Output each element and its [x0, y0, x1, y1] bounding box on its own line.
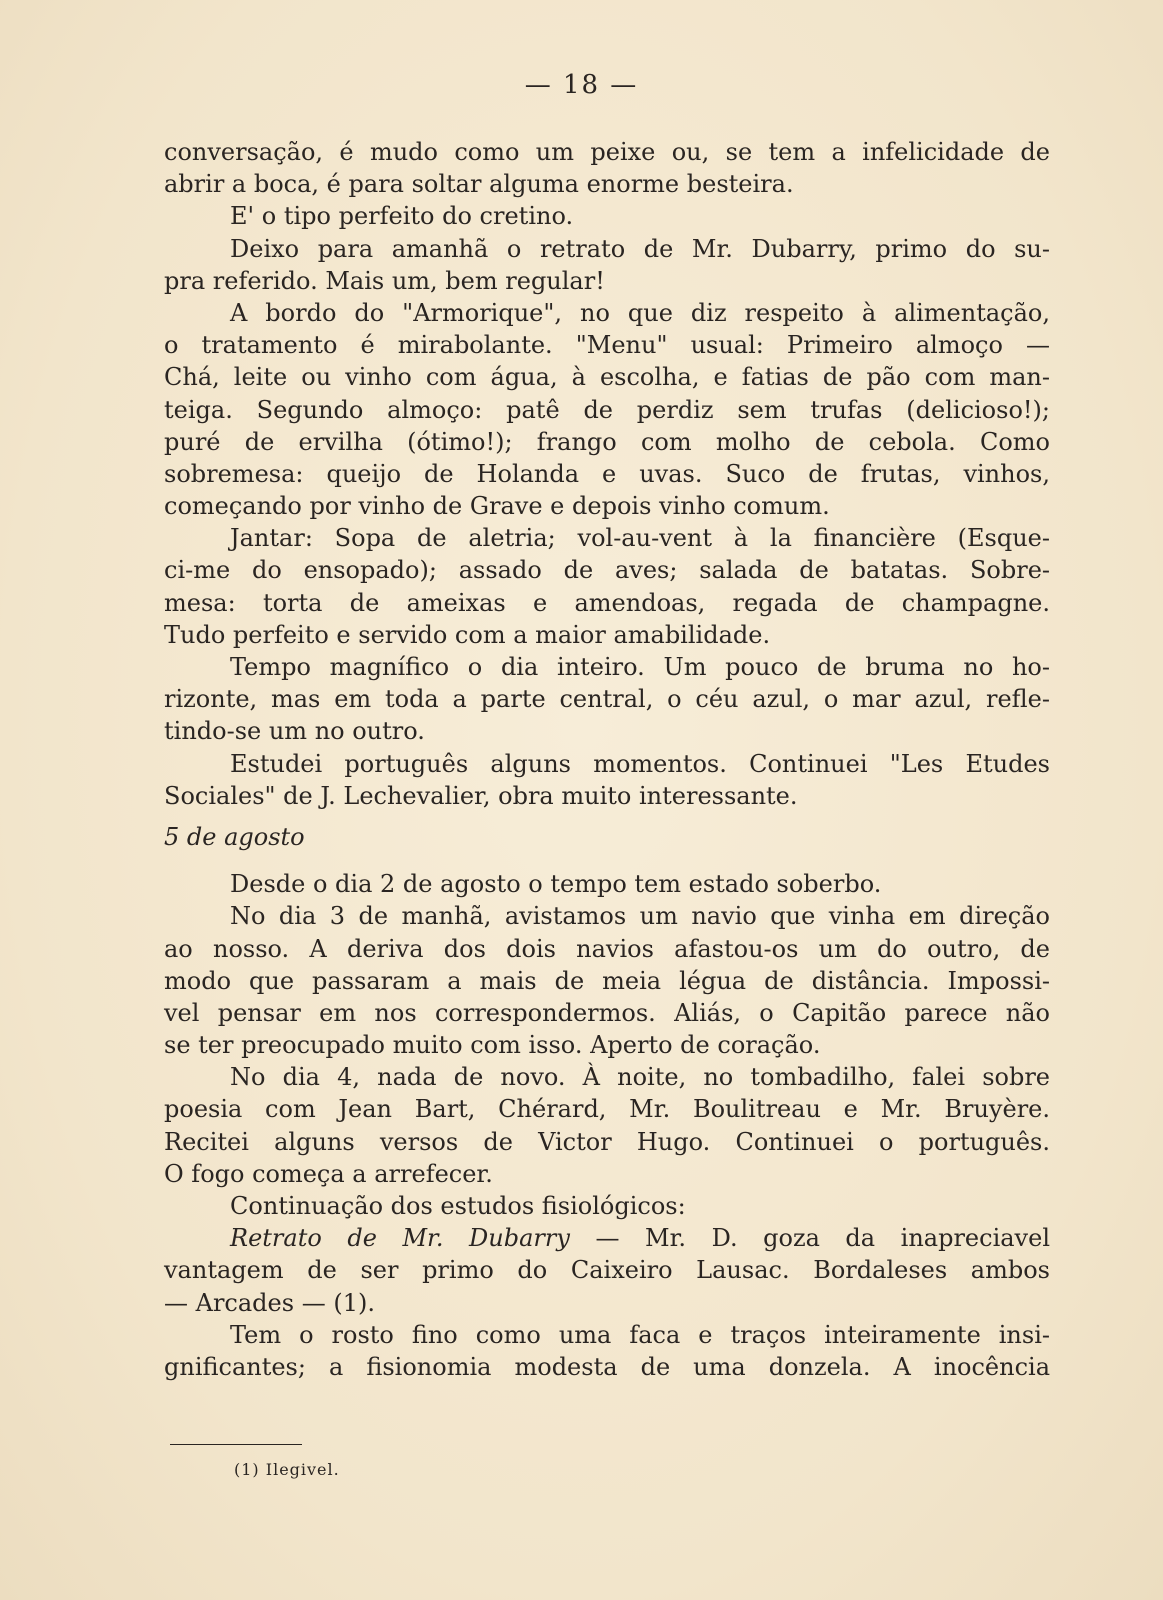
text-line: Tempo magnífico o dia inteiro. Um pouco de bruma no ho-: [230, 653, 1050, 681]
text-line: [164, 1222, 1050, 1254]
text-line: mesa: torta de ameixas e amendoas, regada de champagne.: [164, 588, 1050, 617]
text-line: vel pensar em nos correspondermos. Aliás, o Capitão parece não: [164, 998, 1050, 1027]
section-heading: 5 de agosto: [164, 822, 305, 851]
text-line: ao nosso. A deriva dos dois navios afastou-os um do outro, de: [164, 934, 1050, 963]
text-line: gnificantes; a fisionomia modesta de uma donzela. A inocência: [164, 1352, 1050, 1381]
text-line: Tem o rosto fino como uma faca e traços inteiramente insi-: [230, 1320, 1050, 1349]
text-line: — Arcades — (1).: [164, 1288, 375, 1317]
text-line: Recitei alguns versos de Victor Hugo. Continuei o português.: [164, 1127, 1050, 1156]
text-line: modo que passaram a mais de meia légua de distância. Impossi-: [164, 966, 1050, 995]
page-number: — 18 —: [524, 70, 639, 100]
text-line: pra referido. Mais um, bem regular!: [164, 266, 605, 295]
text-line: rizonte, mas em toda a parte central, o céu azul, o mar azul, refle-: [164, 685, 1050, 714]
text-line: sobremesa: queijo de Holanda e uvas. Suco de frutas, vinhos,: [164, 459, 1050, 488]
footnote: (1) Ilegivel.: [234, 1460, 340, 1479]
text-line: Chá, leite ou vinho com água, à escolha, e fatias de pão com man-: [164, 363, 1050, 392]
text-line: começando por vinho de Grave e depois vinho comum.: [164, 492, 830, 521]
text-line: vantagem de ser primo do Caixeiro Lausac. Bordaleses ambos: [164, 1256, 1050, 1285]
text-line: Tudo perfeito e servido com a maior amabilidade.: [164, 620, 771, 649]
text-line: No dia 3 de manhã, avistamos um navio que vinha em direção: [230, 902, 1050, 931]
text-line: O fogo começa a arrefecer.: [164, 1159, 493, 1188]
text-line: se ter preocupado muito com isso. Aperto de coração.: [164, 1031, 821, 1060]
text-line: conversação, é mudo como um peixe ou, se tem a infelicidade de: [164, 138, 1050, 166]
text-line: Continuação dos estudos fisiológicos:: [230, 1192, 686, 1220]
text-line: No dia 4, nada de novo. À noite, no tombadilho, falei sobre: [230, 1063, 1050, 1092]
text-line: Jantar: Sopa de aletria; vol-au-vent à la financière (Esque-: [230, 524, 1050, 553]
text-line: abrir a boca, é para soltar alguma enorme besteira.: [164, 170, 794, 199]
text-line: ci-me do ensopado); assado de aves; salada de batatas. Sobre-: [164, 556, 1050, 585]
text-line: Deixo para amanhã o retrato de Mr. Dubarry, primo do su-: [230, 234, 1050, 263]
text-line: teiga. Segundo almoço: patê de perdiz sem trufas (delicioso!);: [164, 395, 1050, 424]
text-line: E' o tipo perfeito do cretino.: [230, 202, 574, 231]
text-line: tindo-se um no outro.: [164, 717, 425, 746]
portrait-title: Retrato de Mr. Dubarry: [230, 1224, 570, 1253]
text-line: poesia com Jean Bart, Chérard, Mr. Boulitreau e Mr. Bruyère.: [164, 1095, 1050, 1124]
text-line: Sociales" de J. Lechevalier, obra muito interessante.: [164, 781, 798, 810]
text-line: o tratamento é mirabolante. "Menu" usual: Primeiro almoço —: [164, 331, 1050, 360]
text-line: Estudei português alguns momentos. Continuei "Les Etudes: [230, 749, 1050, 778]
text-line: Desde o dia 2 de agosto o tempo tem estado soberbo.: [230, 870, 882, 899]
text-line: A bordo do "Armorique", no que diz respeito à alimentação,: [230, 298, 1050, 327]
body-text: [164, 136, 1050, 1383]
footnote-rule: [170, 1444, 302, 1445]
portrait-rest: — Mr. D. goza da inapreciavel: [569, 1224, 1050, 1253]
text-line: puré de ervilha (ótimo!); frango com molho de cebola. Como: [164, 427, 1050, 456]
